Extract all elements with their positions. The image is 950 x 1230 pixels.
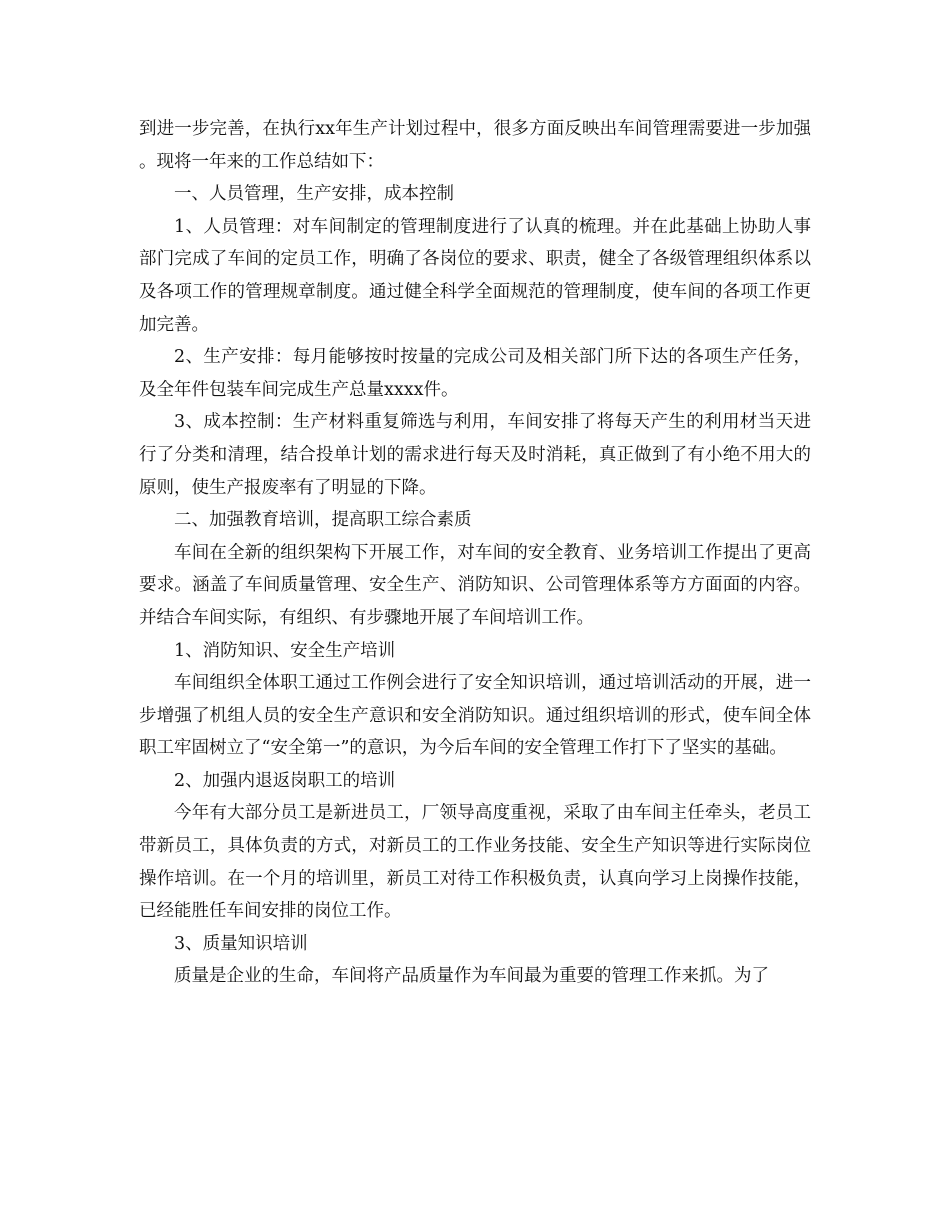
section-heading-2: 二、加强教育培训，提高职工综合素质 [174, 510, 472, 531]
paragraph-cost-control: 3、成本控制：生产材料重复筛选与利用，车间安排了将每天产生的利用材当天进行了分类和清理，结合投单计划的需求进行每天及时消耗，真正做到了有小绝不用大的原则，使生产报废率有了明显的下降。 [139, 412, 811, 498]
paragraph-quality-training: 质量是企业的生命，车间将产品质量作为车间最为重要的管理工作来抓。为了 [174, 966, 769, 987]
subheading-quality-training: 3、质量知识培训 [174, 933, 308, 954]
paragraph-training-overview: 车间在全新的组织架构下开展工作，对车间的安全教育、业务培训工作提出了更高要求。涵盖了车间质量管理、安全生产、消防知识、公司管理体系等方方面面的内容。并结合车间实际，有组织、有步骤地开展了车间培训工作。 [139, 542, 811, 628]
document-body [139, 113, 811, 993]
subheading-returning-staff-training: 2、加强内退返岗职工的培训 [174, 770, 396, 791]
subheading-fire-safety-training: 1、消防知识、安全生产培训 [174, 640, 396, 661]
paragraph-personnel-management: 1、人员管理：对车间制定的管理制度进行了认真的梳理。并在此基础上协助人事部门完成了车间的定员工作，明确了各岗位的要求、职责，健全了各级管理组织体系以及各项工作的管理规章制度。通过健全科学全面规范的管理制度，使车间的各项工作更加完善。 [139, 216, 811, 335]
section-heading-1: 一、人员管理，生产安排，成本控制 [174, 184, 454, 205]
paragraph-fire-safety-training: 车间组织全体职工通过工作例会进行了安全知识培训，通过培训活动的开展，进一步增强了机组人员的安全生产意识和安全消防知识。通过组织培训的形式，使车间全体职工牢固树立了“安全第一”的意识，为今后车间的安全管理工作打下了坚实的基础。 [139, 673, 811, 759]
paragraph-returning-staff-training: 今年有大部分员工是新进员工，厂领导高度重视，采取了由车间主任牵头，老员工带新员工，具体负责的方式，对新员工的工作业务技能、安全生产知识等进行实际岗位操作培训。在一个月的培训里，新员工对待工作积极负责，认真向学习上岗操作技能，已经能胜任车间安排的岗位工作。 [139, 803, 811, 922]
paragraph-production-arrangement: 2、生产安排：每月能够按时按量的完成公司及相关部门所下达的各项生产任务，及全年件包装车间完成生产总量xxxx件。 [139, 347, 811, 400]
paragraph-intro: 到进一步完善，在执行xx年生产计划过程中，很多方面反映出车间管理需要进一步加强。现将一年来的工作总结如下： [139, 119, 811, 172]
